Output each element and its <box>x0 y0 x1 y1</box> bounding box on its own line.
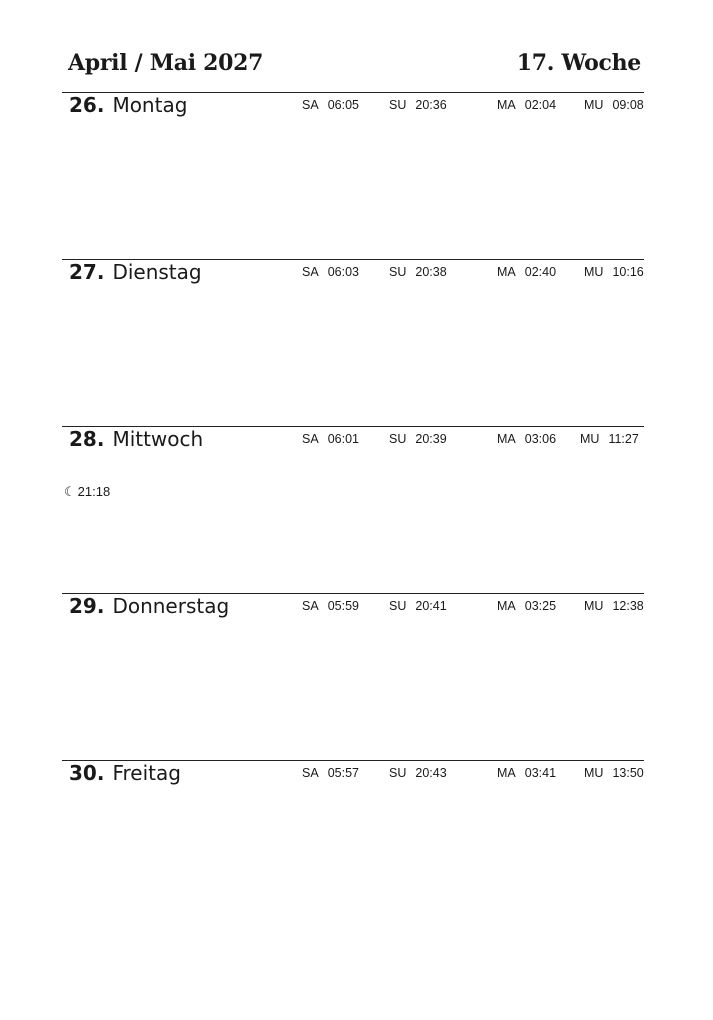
moonrise-time <box>497 265 556 279</box>
moonrise-label: MA <box>497 766 516 780</box>
sunrise-value: 06:01 <box>327 432 359 446</box>
day-name: Freitag <box>112 761 181 785</box>
moonset-label: MU <box>584 766 604 780</box>
moonrise-time <box>497 98 556 112</box>
sunset-label: SU <box>389 766 407 780</box>
day-entry-montag[interactable] <box>62 92 644 259</box>
sunrise-label: SA <box>302 432 319 446</box>
day-number: 27. <box>69 260 105 284</box>
moonset-label: MU <box>584 265 604 279</box>
sunrise-value: 06:05 <box>327 98 359 112</box>
sunset-label: SU <box>389 98 407 112</box>
moonset-value: 13:50 <box>612 766 644 780</box>
moonrise-label: MA <box>497 432 516 446</box>
moonset-time <box>584 265 644 279</box>
moonrise-time <box>497 766 556 780</box>
day-name: Montag <box>112 93 188 117</box>
day-entry-freitag[interactable] <box>62 760 644 927</box>
moonset-label: MU <box>580 432 600 446</box>
moonset-label: MU <box>584 98 604 112</box>
week-title: 17. Woche <box>516 50 641 76</box>
moonset-time <box>584 599 644 613</box>
moonset-time <box>580 432 639 446</box>
sunrise-label: SA <box>302 98 319 112</box>
sunrise-time <box>302 265 359 279</box>
sunrise-time <box>302 599 359 613</box>
moonset-label: MU <box>584 599 604 613</box>
moonrise-value: 03:25 <box>524 599 557 613</box>
moonset-value: 09:08 <box>612 98 644 112</box>
moonrise-value: 03:41 <box>524 766 557 780</box>
sunset-label: SU <box>389 265 407 279</box>
sunrise-label: SA <box>302 766 319 780</box>
day-number: 28. <box>69 427 105 451</box>
sunset-value: 20:38 <box>415 265 447 279</box>
sunset-value: 20:41 <box>415 599 447 613</box>
sunset-label: SU <box>389 599 407 613</box>
day-number: 26. <box>69 93 105 117</box>
day-entry-mittwoch[interactable] <box>62 426 644 593</box>
day-name: Donnerstag <box>112 594 230 618</box>
sunrise-time <box>302 766 359 780</box>
day-title <box>69 93 187 117</box>
moonrise-label: MA <box>497 599 516 613</box>
day-number: 30. <box>69 761 105 785</box>
moonset-value: 11:27 <box>608 432 639 446</box>
day-name: Mittwoch <box>112 427 204 451</box>
moon-phase-time: 21:18 <box>77 484 111 499</box>
month-title: April / Mai 2027 <box>68 50 264 76</box>
sunrise-value: 05:59 <box>327 599 359 613</box>
moon-phase-note <box>64 484 110 500</box>
day-entry-dienstag[interactable] <box>62 259 644 426</box>
page-header <box>62 50 641 82</box>
sunset-time <box>389 432 447 446</box>
moonrise-time <box>497 599 556 613</box>
day-title <box>69 427 203 451</box>
sunrise-value: 06:03 <box>327 265 359 279</box>
sunset-value: 20:36 <box>415 98 447 112</box>
sunrise-time <box>302 432 359 446</box>
moonrise-label: MA <box>497 98 516 112</box>
sunset-time <box>389 599 447 613</box>
moonrise-label: MA <box>497 265 516 279</box>
sunset-value: 20:43 <box>415 766 447 780</box>
moonset-value: 10:16 <box>612 265 644 279</box>
moonrise-value: 02:04 <box>524 98 557 112</box>
sunset-time <box>389 766 447 780</box>
sunset-time <box>389 98 447 112</box>
moonrise-value: 03:06 <box>524 432 557 446</box>
sunrise-label: SA <box>302 265 319 279</box>
sunrise-value: 05:57 <box>327 766 359 780</box>
moonset-time <box>584 766 644 780</box>
last-quarter-moon-icon: ☾ <box>64 485 76 500</box>
day-entry-donnerstag[interactable] <box>62 593 644 760</box>
day-number: 29. <box>69 594 105 618</box>
moonrise-time <box>497 432 556 446</box>
sunset-label: SU <box>389 432 407 446</box>
moonrise-value: 02:40 <box>524 265 557 279</box>
moonset-time <box>584 98 644 112</box>
sunrise-label: SA <box>302 599 319 613</box>
sunset-time <box>389 265 447 279</box>
day-title <box>69 761 181 785</box>
day-title <box>69 594 229 618</box>
moonset-value: 12:38 <box>612 599 644 613</box>
day-title <box>69 260 202 284</box>
sunrise-time <box>302 98 359 112</box>
day-name: Dienstag <box>112 260 202 284</box>
sunset-value: 20:39 <box>415 432 447 446</box>
